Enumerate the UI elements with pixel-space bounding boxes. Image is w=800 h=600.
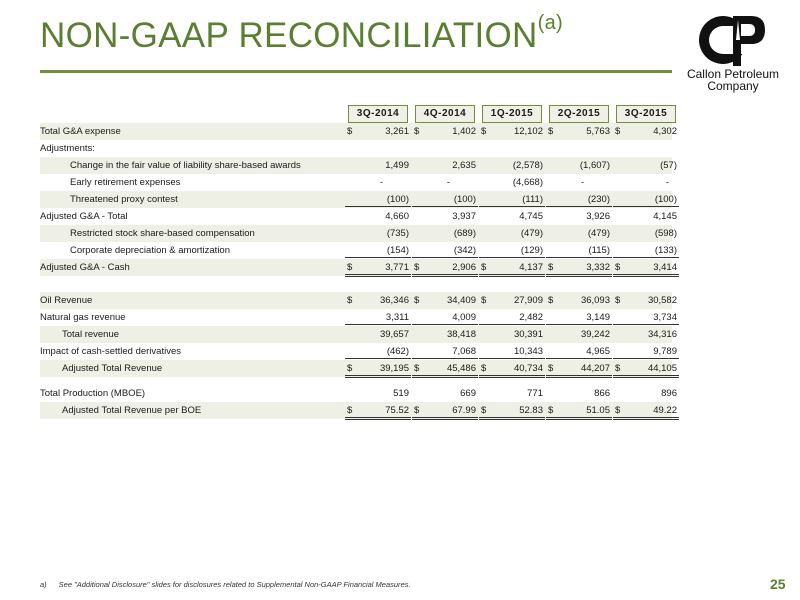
column-header: 2Q-2015 (549, 105, 609, 123)
value: 3,149 (586, 312, 610, 323)
value-cell (345, 346, 411, 359)
value: (129) (520, 245, 543, 256)
value-cell (613, 126, 679, 138)
value: 669 (460, 388, 476, 399)
value-cell (345, 245, 411, 258)
value-cell (345, 363, 411, 378)
value: 49.22 (653, 405, 677, 416)
value-cell (479, 363, 545, 378)
value-cell (546, 405, 612, 420)
logo-mark-icon (693, 10, 773, 68)
value-cell (546, 211, 612, 223)
footnote (40, 580, 411, 589)
value: 51.05 (586, 405, 610, 416)
currency-symbol: $ (548, 405, 554, 416)
value: (598) (654, 228, 677, 239)
value: 3,771 (385, 262, 409, 273)
currency-symbol: $ (347, 262, 353, 273)
column-header: 3Q-2015 (616, 105, 676, 123)
row-label: Total G&A expense (40, 126, 121, 137)
title-footnote-marker: (a) (537, 12, 563, 34)
value: 52.83 (519, 405, 543, 416)
value-cell (345, 194, 411, 207)
value-cell (479, 295, 545, 307)
value: 519 (393, 388, 409, 399)
value-cell (345, 388, 411, 400)
value: 4,137 (519, 262, 543, 273)
value-cell (613, 177, 679, 189)
value-cell (613, 346, 679, 359)
value-cell (479, 245, 545, 258)
currency-symbol: $ (615, 295, 621, 306)
logo-line-1: Callon Petroleum (686, 67, 780, 81)
value-cell (546, 245, 612, 258)
section-spacer (40, 276, 672, 284)
currency-symbol: $ (414, 363, 420, 374)
value-cell (412, 177, 478, 189)
value-cell (345, 295, 411, 307)
currency-symbol: $ (548, 126, 554, 137)
currency-symbol: $ (548, 295, 554, 306)
value: 36,093 (580, 295, 610, 306)
value: 39,657 (379, 329, 409, 340)
value: (462) (386, 346, 409, 357)
value-cell (546, 126, 612, 138)
column-header: 1Q-2015 (482, 105, 542, 123)
value-cell (546, 312, 612, 325)
value: 27,909 (513, 295, 543, 306)
value-cell (412, 211, 478, 223)
logo-wordmark (678, 68, 788, 92)
value-cell (613, 160, 679, 172)
value: (735) (386, 228, 409, 239)
currency-symbol: $ (548, 363, 554, 374)
value: 39,195 (379, 363, 409, 374)
value-cell (412, 388, 478, 400)
value-cell (412, 329, 478, 341)
table-row (40, 360, 677, 377)
table-row (40, 174, 672, 191)
value: 1,499 (385, 160, 409, 171)
value: 34,316 (647, 329, 677, 340)
currency-symbol: $ (414, 295, 420, 306)
value-cell (412, 405, 478, 420)
value: 67.99 (452, 405, 476, 416)
value-cell (412, 346, 478, 359)
value-cell (546, 228, 612, 240)
value: 3,311 (385, 312, 409, 323)
section-spacer (40, 377, 672, 385)
value: 3,734 (653, 312, 677, 323)
value: (4,668) (512, 177, 543, 188)
table-row (40, 292, 677, 309)
row-label: Adjusted Total Revenue per BOE (62, 405, 202, 416)
value-cell (412, 312, 478, 325)
column-header: 3Q-2014 (348, 105, 408, 123)
table-row (40, 140, 672, 157)
value-cell (546, 329, 612, 341)
value-cell (479, 194, 545, 207)
currency-symbol: $ (615, 126, 621, 137)
company-logo (678, 10, 788, 93)
value-cell (546, 262, 612, 277)
value-cell (345, 177, 411, 189)
slide-title (40, 12, 563, 56)
value: (342) (453, 245, 476, 256)
value: 38,418 (446, 329, 476, 340)
value-cell (613, 262, 679, 277)
value: 3,926 (586, 211, 610, 222)
section-spacer (40, 284, 672, 292)
value: (57) (660, 160, 677, 171)
value-cell (613, 363, 679, 378)
currency-symbol: $ (615, 363, 621, 374)
value-cell (546, 346, 612, 359)
currency-symbol: $ (347, 295, 353, 306)
value: 40,734 (513, 363, 543, 374)
value-cell (345, 160, 411, 172)
table-row (40, 343, 677, 360)
table-row (40, 326, 677, 343)
currency-symbol: $ (347, 126, 353, 137)
currency-symbol: $ (615, 405, 621, 416)
table-row (40, 123, 677, 140)
value: 866 (594, 388, 610, 399)
value: 771 (527, 388, 543, 399)
value-cell (345, 211, 411, 223)
value: 3,937 (452, 211, 476, 222)
value: (2,578) (512, 160, 543, 171)
value-cell (546, 363, 612, 378)
value: (479) (520, 228, 543, 239)
value-cell (613, 245, 679, 258)
value-cell (412, 295, 478, 307)
value: (133) (654, 245, 677, 256)
value: 3,414 (653, 262, 677, 273)
row-label: Oil Revenue (40, 295, 93, 306)
value: 4,745 (519, 211, 543, 222)
value: 4,302 (653, 126, 677, 137)
value: (100) (386, 194, 409, 205)
currency-symbol: $ (548, 262, 554, 273)
value-cell (479, 160, 545, 172)
value: (479) (587, 228, 610, 239)
footnote-text: See "Additional Disclosure" slides for disclosures related to Supplemental Non-GAAP Financial Measures. (58, 580, 411, 589)
value-cell (412, 126, 478, 138)
row-label: Adjusted Total Revenue (62, 363, 163, 374)
value-cell (479, 388, 545, 400)
column-header: 4Q-2014 (415, 105, 475, 123)
page-number: 25 (770, 576, 786, 592)
value: 75.52 (385, 405, 409, 416)
value-cell (613, 312, 679, 325)
value: (689) (453, 228, 476, 239)
value-cell (546, 177, 612, 189)
value: (100) (654, 194, 677, 205)
value: - (446, 177, 450, 188)
value: 3,261 (385, 126, 409, 137)
value: 2,482 (519, 312, 543, 323)
value-cell (479, 346, 545, 359)
row-label: Restricted stock share-based compensation (70, 228, 255, 239)
value: - (379, 177, 383, 188)
table-header-row (40, 105, 672, 123)
table-row (40, 402, 677, 419)
value: 1,402 (452, 126, 476, 137)
currency-symbol: $ (414, 262, 420, 273)
row-label: Corporate depreciation & amortization (70, 245, 231, 256)
value: 3,332 (586, 262, 610, 273)
currency-symbol: $ (481, 126, 487, 137)
value: 4,660 (385, 211, 409, 222)
value-cell (412, 363, 478, 378)
value: (154) (386, 245, 409, 256)
value-cell (345, 262, 411, 277)
value-cell (479, 312, 545, 325)
value-cell (345, 312, 411, 325)
value-cell (613, 211, 679, 223)
currency-symbol: $ (481, 405, 487, 416)
value: 12,102 (513, 126, 543, 137)
value-cell (613, 295, 679, 307)
value: (100) (453, 194, 476, 205)
table-row (40, 191, 677, 208)
value: 9,789 (653, 346, 677, 357)
value: (1,607) (579, 160, 610, 171)
logo-line-2: Company (707, 79, 759, 93)
value: - (580, 177, 584, 188)
value: (230) (587, 194, 610, 205)
value-cell (613, 329, 679, 341)
value-cell (479, 211, 545, 223)
value-cell (479, 405, 545, 420)
row-label: Total revenue (62, 329, 120, 340)
value-cell (479, 126, 545, 138)
value: 896 (661, 388, 677, 399)
row-label: Impact of cash-settled derivatives (40, 346, 181, 357)
value-cell (479, 262, 545, 277)
footnote-marker: a) (40, 580, 47, 589)
value-cell (613, 388, 679, 400)
currency-symbol: $ (481, 363, 487, 374)
value: 2,635 (452, 160, 476, 171)
value-cell (412, 160, 478, 172)
slide-title-text: NON-GAAP RECONCILIATION (40, 16, 538, 55)
currency-symbol: $ (481, 262, 487, 273)
value: 10,343 (513, 346, 543, 357)
value-cell (613, 405, 679, 420)
value: 5,763 (586, 126, 610, 137)
value: 30,391 (513, 329, 543, 340)
value: 34,409 (446, 295, 476, 306)
value: - (665, 177, 669, 188)
value-cell (479, 329, 545, 341)
row-label: Threatened proxy contest (70, 194, 178, 205)
value-cell (546, 295, 612, 307)
table-row (40, 157, 677, 174)
value: 4,145 (653, 211, 677, 222)
row-label: Change in the fair value of liability share-based awards (70, 160, 301, 171)
value-cell (345, 329, 411, 341)
table-row (40, 208, 677, 225)
currency-symbol: $ (414, 126, 420, 137)
value-cell (479, 177, 545, 189)
currency-symbol: $ (414, 405, 420, 416)
value: (115) (588, 245, 610, 256)
value: 45,486 (446, 363, 476, 374)
title-divider (40, 70, 672, 73)
currency-symbol: $ (481, 295, 487, 306)
value-cell (546, 194, 612, 207)
table-row (40, 309, 677, 326)
row-label: Adjusted G&A - Cash (40, 262, 130, 273)
table-row (40, 242, 677, 259)
reconciliation-table (40, 105, 677, 419)
value-cell (412, 262, 478, 277)
value: (111) (522, 194, 543, 205)
value-cell (546, 160, 612, 172)
value: 30,582 (647, 295, 677, 306)
value-cell (479, 228, 545, 240)
value: 39,242 (580, 329, 610, 340)
currency-symbol: $ (615, 262, 621, 273)
value: 44,207 (580, 363, 610, 374)
row-label: Total Production (MBOE) (40, 388, 146, 399)
value-cell (345, 126, 411, 138)
value-cell (412, 228, 478, 240)
currency-symbol: $ (347, 363, 353, 374)
value-cell (412, 245, 478, 258)
currency-symbol: $ (347, 405, 353, 416)
value-cell (345, 228, 411, 240)
value: 4,965 (586, 346, 610, 357)
value: 4,009 (452, 312, 476, 323)
table-row (40, 259, 677, 276)
value-cell (546, 388, 612, 400)
row-label: Adjustments: (40, 143, 95, 154)
value-cell (613, 194, 679, 207)
row-label: Natural gas revenue (40, 312, 126, 323)
value-cell (412, 194, 478, 207)
table-row (40, 225, 677, 242)
value: 7,068 (452, 346, 476, 357)
row-label: Adjusted G&A - Total (40, 211, 128, 222)
value-cell (345, 405, 411, 420)
value: 2,906 (452, 262, 476, 273)
row-label: Early retirement expenses (70, 177, 181, 188)
table-row (40, 385, 677, 402)
value: 36,346 (379, 295, 409, 306)
value-cell (613, 228, 679, 240)
value: 44,105 (647, 363, 677, 374)
